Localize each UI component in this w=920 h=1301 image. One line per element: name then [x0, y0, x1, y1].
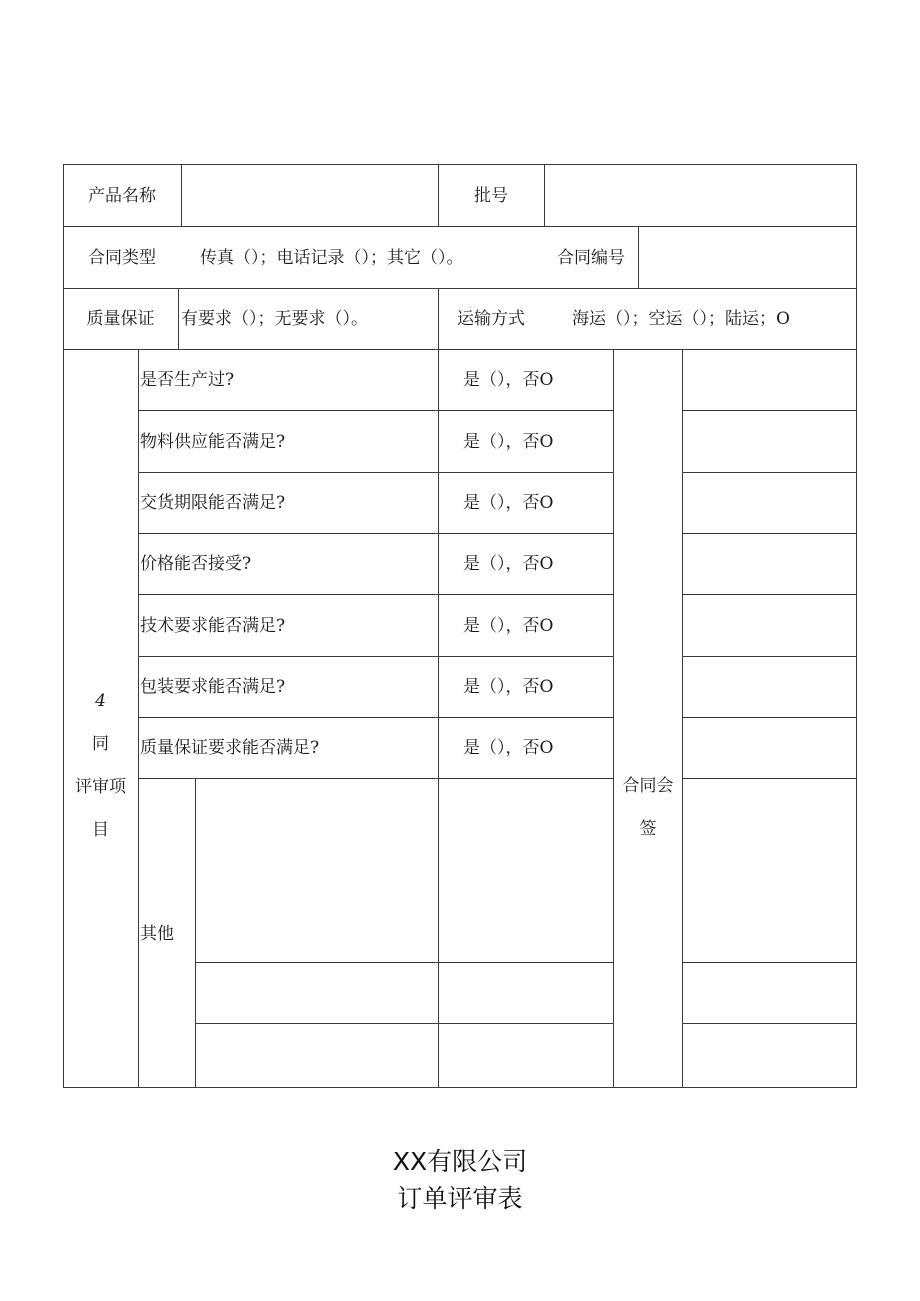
company-name: XX有限公司	[392, 1147, 528, 1176]
review-answer[interactable]: 是（），否O	[463, 554, 554, 574]
review-answer[interactable]: 是（），否O	[463, 677, 554, 697]
review-question: 包装要求能否满足?	[140, 677, 286, 697]
rule	[682, 778, 857, 779]
transport-label: 运输方式	[457, 309, 525, 329]
rule	[682, 594, 857, 595]
review-label-line: 目	[92, 820, 109, 840]
contract-no-label: 合同编号	[557, 247, 625, 268]
review-answer[interactable]: 是（），否O	[463, 493, 554, 513]
rule	[138, 349, 139, 1088]
review-label-line: 4	[95, 691, 106, 711]
batch-value[interactable]	[545, 165, 856, 226]
rule	[195, 962, 614, 963]
rule	[682, 656, 857, 657]
review-answer[interactable]: 是（），否O	[463, 615, 554, 636]
other-label: 其他	[140, 924, 174, 944]
review-label-line: 评审项	[75, 777, 126, 797]
quality-options[interactable]: 有要求（）；无要求（）。	[181, 309, 368, 329]
review-answer[interactable]: 是（），否O	[463, 738, 554, 758]
rule	[682, 533, 857, 534]
review-question: 是否生产过?	[140, 370, 235, 390]
review-question: 价格能否接受?	[140, 554, 252, 574]
rule	[195, 778, 196, 1088]
review-question: 交货期限能否满足?	[140, 493, 286, 513]
product-name-label: 产品名称	[88, 185, 156, 206]
rule	[682, 717, 857, 718]
rule	[138, 778, 614, 779]
batch-label: 批号	[474, 185, 508, 206]
review-section-label	[63, 680, 138, 852]
quality-label: 质量保证	[86, 309, 155, 329]
rule	[682, 349, 683, 1088]
rule	[438, 349, 439, 1088]
product-name-value[interactable]	[182, 165, 438, 226]
transport-options[interactable]: 海运（）；空运（）；陆运；O	[572, 309, 790, 329]
rule	[613, 349, 614, 1088]
contract-type-label: 合同类型	[88, 247, 156, 268]
review-label-line: 同	[92, 734, 109, 754]
review-question: 技术要求能否满足?	[140, 615, 286, 636]
review-question: 物料供应能否满足?	[140, 431, 286, 452]
rule	[682, 962, 857, 963]
contract-sign-label	[614, 765, 682, 851]
sign-label-line: 合同会	[622, 776, 674, 796]
rule	[195, 1023, 614, 1024]
review-question: 质量保证要求能否满足?	[140, 738, 320, 758]
review-answer[interactable]: 是（），否O	[463, 431, 554, 452]
contract-no-value[interactable]	[639, 227, 856, 288]
rule	[178, 288, 179, 350]
rule	[682, 410, 857, 411]
sign-label-line: 签	[639, 819, 657, 839]
rule	[682, 1023, 857, 1024]
form-title: 订单评审表	[397, 1184, 523, 1213]
review-answer[interactable]: 是（），否O	[463, 370, 554, 390]
rule	[63, 1087, 857, 1088]
rule	[856, 164, 857, 1088]
contract-type-options[interactable]: 传真（）；电话记录（）；其它（）。	[200, 247, 464, 268]
rule	[682, 472, 857, 473]
